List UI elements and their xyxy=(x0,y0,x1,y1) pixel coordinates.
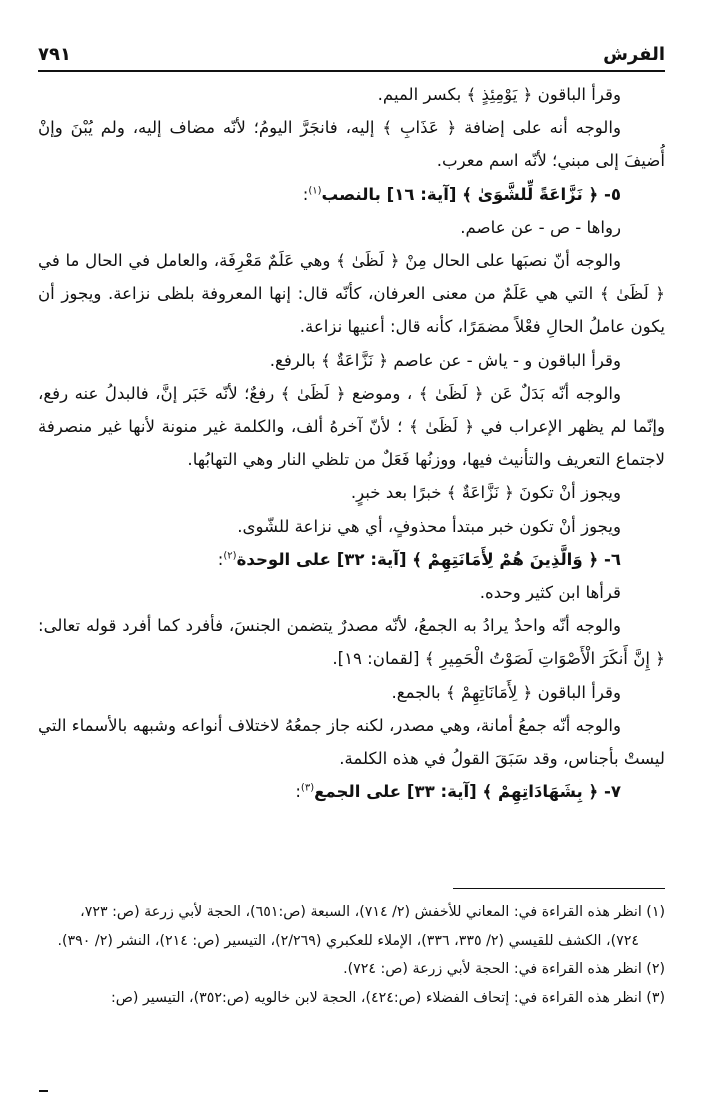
entry-7-heading xyxy=(38,775,665,808)
entry-6-text: ٦- ﴿ وَالَّذِينَ هُمْ لِأَمَانَتِهِمْ ﴾ [آية: ٣٢] على الوحدة xyxy=(236,549,621,569)
paragraph-plural-reading: وقرأ الباقون ﴿ لِأَمَانَاتِهِمْ ﴾ بالجمع. xyxy=(391,682,621,702)
paragraph-omitted-subject: ويجوز أنْ تكون خبر مبتدأ محذوفٍ، أي هي نزاعة للشّوى. xyxy=(237,516,621,536)
entry-6-heading xyxy=(38,543,665,576)
paragraph-raf-reading: وقرأ الباقون و - ياش - عن عاصم ﴿ نَزَّاعَةٌ ﴾ بالرفع. xyxy=(269,350,621,370)
paragraph-singular-explanation: والوجه أنّه واحدٌ يرادُ به الجمعُ، لأنّه مصدرٌ يتضمن الجنسَ، فأفرد كما أفرد قوله تعالى: ﴿ إِنَّ أَنكَرَ الْأَصْوَاتِ لَصَوْتُ الْحَمِيرِ ﴾ [لقمان: ١٩]. xyxy=(38,616,665,669)
entry-7-colon: : xyxy=(295,782,301,802)
paragraph-idafa-explanation: والوجه أنه على إضافة ﴿ عَذَابِ ﴾ إليه، فانجَرَّ اليومُ؛ لأنّه مضاف إليه، ولم يُبْنَ وإنْ أُضيفَ إلى مبني؛ لأنّه اسم معرب. xyxy=(38,118,665,171)
footnote-1-line-1: (١) انظر هذه القراءة في: المعاني للأخفش (٢/ ٧١٤)، السبعة (ص:٦٥١)، الحجة لأبي زرعة (ص: ٧٢٣، xyxy=(80,904,665,920)
entry-5-heading xyxy=(38,178,665,211)
paragraph-nasb-explanation: والوجه أنّ نصبَها على الحال مِنْ ﴿ لَظَىٰ ﴾ وهي عَلَمٌ مَعْرِفَة، والعامل في الحال ما في ﴿ لَظَىٰ ﴾ التي هي عَلَمٌ من معنى العرفان، كأنّه قال: إنها المعروفة بلظى نزاعة. ويجوز أن يكون عاملُ الحالِ فعْلاً مضمَرًا، كأنه قال: أعنيها نزاعة. xyxy=(38,251,665,337)
footnote-2: (٢) انظر هذه القراءة في: الحجة لأبي زرعة (ص: ٧٢٤). xyxy=(343,961,665,977)
paragraph-plural-explanation: والوجه أنّه جمعُ أمانة، وهي مصدر، لكنه جاز جمعُهُ لاختلاف أنواعه وشبهه بالأسماء التي ليستْ بأجناس، وقد سَبَقَ القولُ في هذه الكلمة. xyxy=(38,715,665,769)
paragraph-narrator: رواها - ص - عن عاصم. xyxy=(460,217,621,237)
paragraph-second-khabar: ويجوز أنْ تكونَ ﴿ نَزَّاعَةٌ ﴾ خبرًا بعد خبرٍ. xyxy=(350,483,621,503)
page-number: ٧٩١ xyxy=(38,44,71,65)
footnote-1-continuation: ٧٢٤)، الكشف للقيسي (٢/ ٣٣٥، ٣٣٦)، الإملاء للعكبري (٢/٢٦٩)، التيسير (ص: ٢١٤)، النشر (٢/ ٣٩٠). xyxy=(57,932,639,949)
main-text xyxy=(38,78,665,808)
chapter-title: الفرش xyxy=(603,44,665,65)
entry-6-colon: : xyxy=(217,549,224,569)
footnote-separator xyxy=(453,888,665,889)
footnote-ref-1: (١) xyxy=(308,185,322,197)
footnote-3: (٣) انظر هذه القراءة في: إتحاف الفضلاء (ص:٤٢٤)، الحجة لابن خالويه (ص:٣٥٢)، التيسير (ص: xyxy=(110,989,665,1006)
running-header xyxy=(38,42,665,68)
footnote-ref-2: (٢) xyxy=(223,550,237,562)
footnote-ref-3: (٣) xyxy=(300,782,315,794)
entry-5-text: ٥- ﴿ نَزَّاعَةً لِّلشَّوَىٰ ﴾ [آية: ١٦] بالنصب xyxy=(321,184,621,204)
entry-5-colon: : xyxy=(302,184,309,204)
continuation-dash xyxy=(39,1090,48,1092)
footnotes xyxy=(38,898,665,1012)
paragraph-ibn-kathir: قرأها ابن كثير وحده. xyxy=(479,583,621,603)
paragraph-kasr-reading: وقرأ الباقون ﴿ يَوْمِئِذٍ ﴾ بكسر الميم. xyxy=(377,85,621,104)
paragraph-badal-explanation: والوجه أنّه بَدَلٌ عَن ﴿ لَظَىٰ ﴾ ، وموضع ﴿ لَظَىٰ ﴾ رفعٌ؛ لأنّه خَبَر إنَّ، فالبدلُ عنه رفع، وإنّما لم يظهر الإعراب في ﴿ لَظَىٰ ﴾ ؛ لأنّ آخرهُ ألف، والكلمة غير منونة لأنها غير منصرفة لاجتماع التعريف والتأنيث فيها، ووزنُها فَعَلٌ من تلظي النار وهي التهابُها. xyxy=(38,383,665,470)
entry-7-text: ٧- ﴿ بِشَهَادَاتِهِمْ ﴾ [آية: ٣٣] على الجمع xyxy=(314,782,621,802)
header-rule xyxy=(38,70,665,72)
